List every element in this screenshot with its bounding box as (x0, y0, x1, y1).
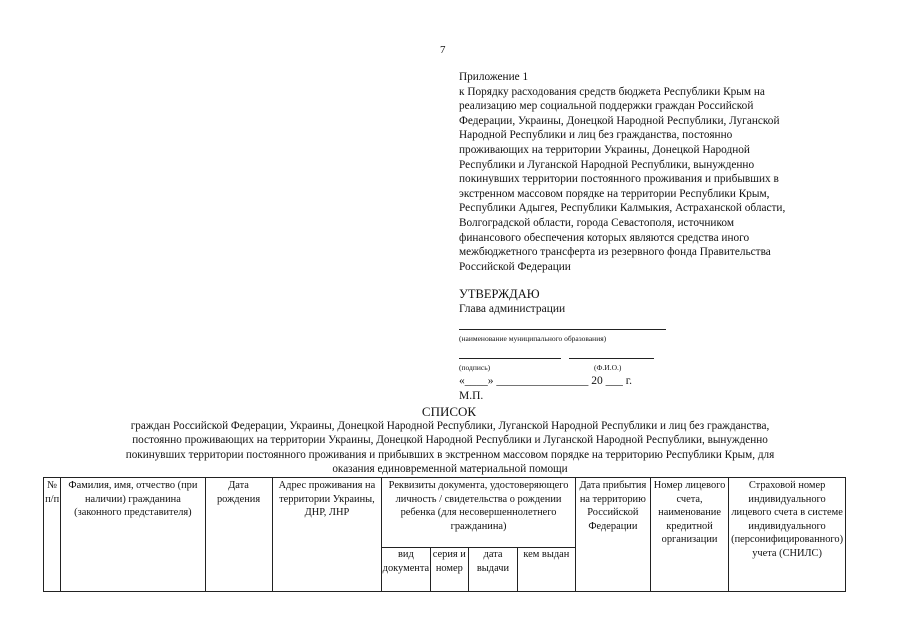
appendix-header (459, 70, 859, 274)
appendix-line: покинувших территории постоянного проживания и прибывших в (459, 173, 779, 186)
col-arrival-date-header: Дата прибытия на территорию Российской Федерации (575, 478, 650, 592)
appendix-line: реализацию мер социальной поддержки граждан Российской (459, 100, 754, 113)
appendix-line: Народной Республики и лиц без гражданства, постоянно (459, 129, 733, 142)
date-line: «____» ________________ 20 ___ г. (459, 375, 633, 387)
appendix-line: Приложение 1 (459, 71, 529, 83)
list-description (60, 419, 840, 477)
approval-position: Глава администрации (459, 303, 566, 315)
col-doc-date-header: дата выдачи (469, 548, 518, 592)
municipality-caption: (наименование муниципального образования) (459, 334, 607, 343)
col-doc-series-header: серия и номер (430, 548, 469, 592)
list-description-line: постоянно проживающих на территории Украины, Донецкой Народной Республики и Луганской Народной Республики, вынужденно (132, 434, 768, 447)
approval-title: УТВЕРЖДАЮ (459, 287, 540, 301)
appendix-line: проживающих на территории Украины, Донецкой Народной (459, 143, 750, 156)
signature-line (459, 358, 561, 359)
appendix-line: экстренном массовом порядке на территории Республики Крым, (459, 187, 770, 200)
page-number: 7 (440, 44, 446, 56)
col-birthdate-header: Дата рождения (205, 478, 272, 592)
appendix-line: Российской Федерации (459, 260, 571, 273)
signature-caption: (подпись) (459, 363, 491, 372)
list-description-line: оказания единовременной материальной помощи (332, 463, 568, 476)
appendix-line: Волгоградской области, города Севастополя, источником (459, 216, 734, 229)
appendix-line: Республики и Луганской Народной Республики, вынужденно (459, 158, 755, 171)
appendix-line: межбюджетного трансферта из резервного фонда Правительства (459, 246, 771, 259)
name-caption: (Ф.И.О.) (594, 363, 622, 372)
stamp-place: М.П. (459, 390, 484, 402)
col-number-header: № п/п (44, 478, 61, 592)
name-line (569, 358, 654, 359)
appendix-line: к Порядку расходования средств бюджета Республики Крым на (459, 85, 765, 98)
appendix-line: Федерации, Украины, Донецкой Народной Республики, Луганской (459, 114, 780, 127)
col-account-header: Номер лицевого счета, наименование кредитной организации (650, 478, 728, 592)
col-doc-issuer-header: кем выдан (517, 548, 575, 592)
col-doc-type-header: вид документа (382, 548, 430, 592)
municipality-line (459, 329, 666, 330)
appendix-line: Республики Адыгея, Республики Калмыкия, Астраханской области, (459, 202, 786, 215)
registry-table (43, 477, 846, 592)
col-document-group-header: Реквизиты документа, удостоверяющего личность / свидетельства о рождении ребенка (для несовершеннолетнего гражданина) (382, 478, 575, 548)
list-description-line: граждан Российской Федерации, Украины, Донецкой Народной Республики, Луганской Народной Республики и лиц без гражданства, (130, 420, 770, 432)
list-description-line: покинувших территории постоянного проживания и прибывших в экстренном массовом порядке на территорию Республики Крым, для (125, 448, 775, 461)
col-address-header: Адрес проживания на территории Украины, ДНР, ЛНР (272, 478, 382, 592)
appendix-line: финансового обеспечения которых являются средства иного (459, 231, 750, 244)
col-snils-header: Страховой номер индивидуального лицевого счета в системе индивидуального (персонифицированного) учета (СНИЛС) (729, 478, 846, 592)
list-title: СПИСОК (421, 404, 477, 419)
col-fio-header: Фамилия, имя, отчество (при наличии) гражданина (законного представителя) (61, 478, 205, 592)
